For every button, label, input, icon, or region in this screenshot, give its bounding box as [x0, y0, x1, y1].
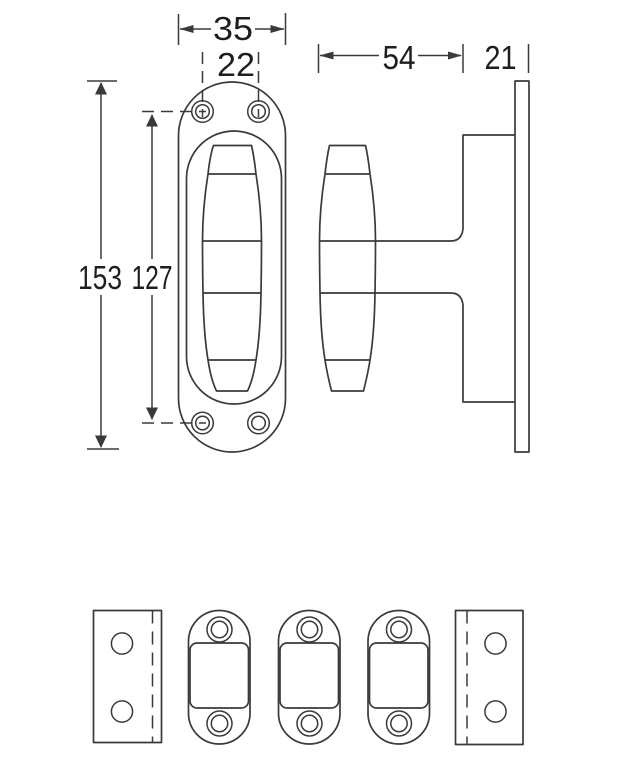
dimension-plate-width [179, 10, 286, 47]
arrowhead-down [95, 436, 107, 449]
dim-base-depth-label: 21 [484, 39, 517, 76]
wall-plate-outline [515, 81, 529, 452]
keep-plate-1 [189, 611, 251, 745]
hole [111, 701, 132, 722]
dim-hole-pitch-label: 127 [131, 259, 173, 296]
rose-inner-outline [187, 131, 282, 404]
screw-hole-bottom-right [248, 412, 270, 434]
knob-side-profile [320, 146, 376, 392]
dimension-knob-projection [319, 39, 464, 76]
arrowhead-left [320, 52, 334, 60]
dimension-overall-height [78, 81, 122, 449]
dim-knob-projection-label: 54 [382, 39, 416, 76]
hole [301, 715, 317, 731]
dim-overall-height-label: 153 [78, 259, 122, 296]
hole [301, 621, 317, 637]
keep-plate-2 [279, 611, 341, 745]
side-view [320, 81, 530, 452]
stem-top-line [320, 229, 464, 241]
hole [211, 621, 227, 637]
bracket-top-outline [463, 135, 515, 229]
end-plate-right [456, 611, 524, 745]
arrowhead-right [271, 25, 285, 33]
hole [391, 621, 407, 637]
keep-plate-3 [368, 611, 430, 745]
knob-front-profile [203, 146, 262, 392]
dimension-base-depth [485, 39, 529, 76]
hole [485, 633, 506, 654]
arrowhead-left [180, 25, 194, 33]
dimension-hole-spacing [203, 46, 259, 117]
arrowhead-down [146, 408, 158, 421]
bracket-bottom-outline [463, 305, 515, 402]
dimension-hole-pitch [132, 112, 207, 424]
center-band [190, 643, 249, 708]
front-view [179, 82, 286, 452]
hole [211, 715, 227, 731]
hole [111, 633, 132, 654]
dim-plate-width-label: 35 [213, 10, 253, 47]
arrowhead-right [448, 52, 462, 60]
rose-outer-outline [179, 82, 286, 452]
end-plate-left [94, 611, 162, 743]
stem-bottom-line [320, 293, 463, 305]
dim-hole-spacing-label: 22 [217, 46, 255, 83]
hole [391, 715, 407, 731]
arrowhead-up [95, 82, 107, 95]
arrowhead-up [146, 114, 158, 127]
hole [485, 701, 506, 722]
center-band [370, 643, 429, 708]
center-band [280, 643, 339, 708]
parts-row [94, 611, 524, 745]
